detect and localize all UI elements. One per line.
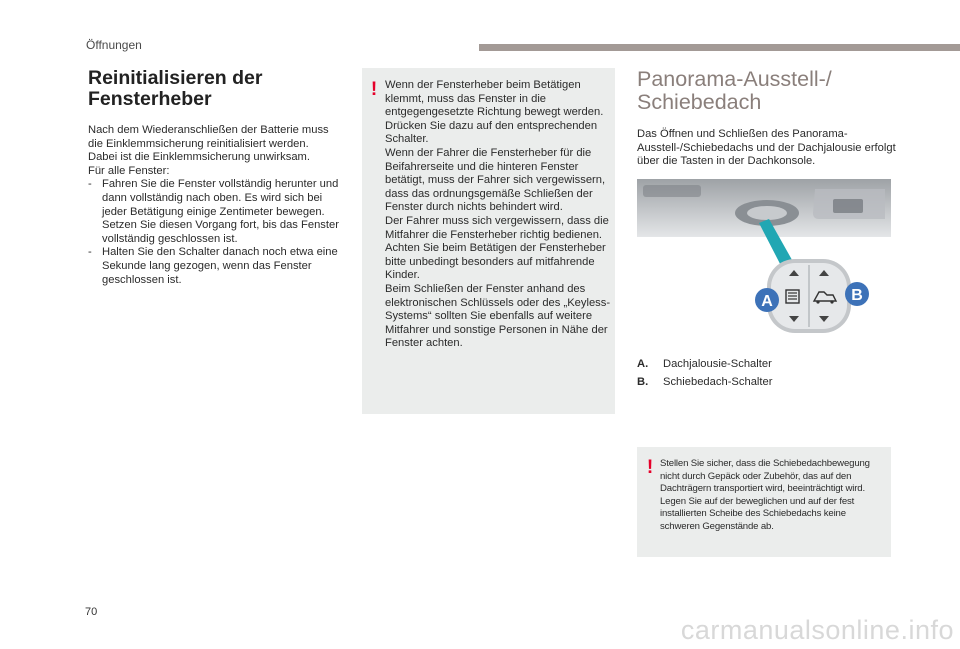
reinit-title <box>88 68 343 110</box>
panorama-title-line2: Schiebedach <box>637 90 762 114</box>
section-header: Öffnungen <box>86 38 142 52</box>
roof-console-illustration <box>637 179 891 337</box>
legend-text: Dachjalousie-Schalter <box>663 358 772 370</box>
warning-paragraph: Achten Sie beim Betätigen der Fensterheber bitte unbedingt besonders auf mitfahrende Kinder. <box>385 242 606 282</box>
label-b: B <box>851 287 863 304</box>
reinit-body <box>88 124 343 287</box>
reinit-section <box>88 68 343 287</box>
panorama-section <box>637 68 897 169</box>
vanity-mirror <box>833 199 863 213</box>
reinit-lead: Für alle Fenster: <box>88 164 170 177</box>
reinit-step-text: Halten Sie den Schalter danach noch etwa eine Sekunde lang gezogen, wenn das Fenster geschlossen ist. <box>102 246 338 286</box>
switch-panel <box>767 259 851 333</box>
page-number: 70 <box>85 606 98 618</box>
panorama-intro: Das Öffnen und Schließen des Panorama-Ausstell-/Schiebedachs und der Dachjalousie erfolgt über die Tasten in der Dachkonsole. <box>637 128 896 168</box>
note-text: Stellen Sie sicher, dass die Schiebedachbewegung nicht durch Gepäck oder Zubehör, das auf den Dachträgern transportiert wird, beeinträchtigt wird. Legen Sie auf der beweglichen und auf der fest installierten Scheibe des Schiebedachs keine schweren Gegenstände ab. <box>660 458 870 532</box>
reinit-title-line1: Reinitialisieren der <box>88 67 263 89</box>
reinit-title-line2: Fensterheber <box>88 88 212 110</box>
warning-paragraph: Wenn der Fensterheber beim Betätigen klemmt, muss das Fenster in die entgegengesetzte Richtung bewegt werden. Drücken Sie dazu auf den entsprechenden Schalter. <box>385 79 604 146</box>
reinit-step-text: Fahren Sie die Fenster vollständig herunter und dann vollständig nach oben. Es wird sich bei jeder Betätigung einige Zentimeter bewegen. Setzen Sie diesen Vorgang fort, bis das Fenster vollständig geschlossen ist. <box>102 178 339 245</box>
label-a: A <box>761 293 773 310</box>
legend-item <box>637 358 891 372</box>
warning-paragraph: Wenn der Fahrer die Fensterheber für die Beifahrerseite und die hinteren Fenster betätigt, muss der Fahrer sich vergewissern, dass das ordnungsgemäße Schließen der Fenster durch nichts behindert wird. <box>385 146 606 214</box>
reinit-step: - Halten Sie den Schalter danach noch etwa eine Sekunde lang gezogen, wenn das Fenster geschlossen ist. <box>88 246 343 287</box>
warning-icon: ! <box>646 457 654 478</box>
legend-item <box>637 376 891 390</box>
roof-console-svg <box>637 179 891 337</box>
console-button <box>747 206 787 220</box>
watermark: carmanualsonline.info <box>680 615 954 645</box>
panorama-title-line1: Panorama-Ausstell-/ <box>637 67 832 91</box>
legend-key: A. <box>637 358 649 370</box>
legend-key: B. <box>637 375 649 388</box>
warning-icon: ! <box>370 79 378 100</box>
warning-paragraph: Der Fahrer muss sich vergewissern, dass die Mitfahrer die Fensterheber richtig bedienen. <box>385 214 609 241</box>
visor-left <box>643 185 701 197</box>
warning-paragraph: Beim Schließen der Fenster anhand des elektronischen Schlüssels oder des „Keyless-Systems“ sollten Sie ebenfalls auf weitere Mitfahrer und sonstige Personen in Nähe der Fenster achten. <box>385 282 611 350</box>
warning-text <box>385 79 611 351</box>
reinit-intro: Nach dem Wiederanschließen der Batterie muss die Einklemmsicherung reinitialisiert werden. <box>88 124 329 150</box>
legend <box>637 358 891 393</box>
panorama-title <box>637 68 897 114</box>
legend-text: Schiebedach-Schalter <box>663 375 773 388</box>
reinit-note: Dabei ist die Einklemmsicherung unwirksam. <box>88 151 310 164</box>
header-bar <box>479 44 960 51</box>
reinit-step: - Fahren Sie die Fenster vollständig herunter und dann vollständig nach oben. Es wird sich bei jeder Betätigung einige Zentimeter bewegen. Setzen Sie diesen Vorgang fort, bis das Fenster vollständig geschlossen ist. <box>88 178 343 246</box>
